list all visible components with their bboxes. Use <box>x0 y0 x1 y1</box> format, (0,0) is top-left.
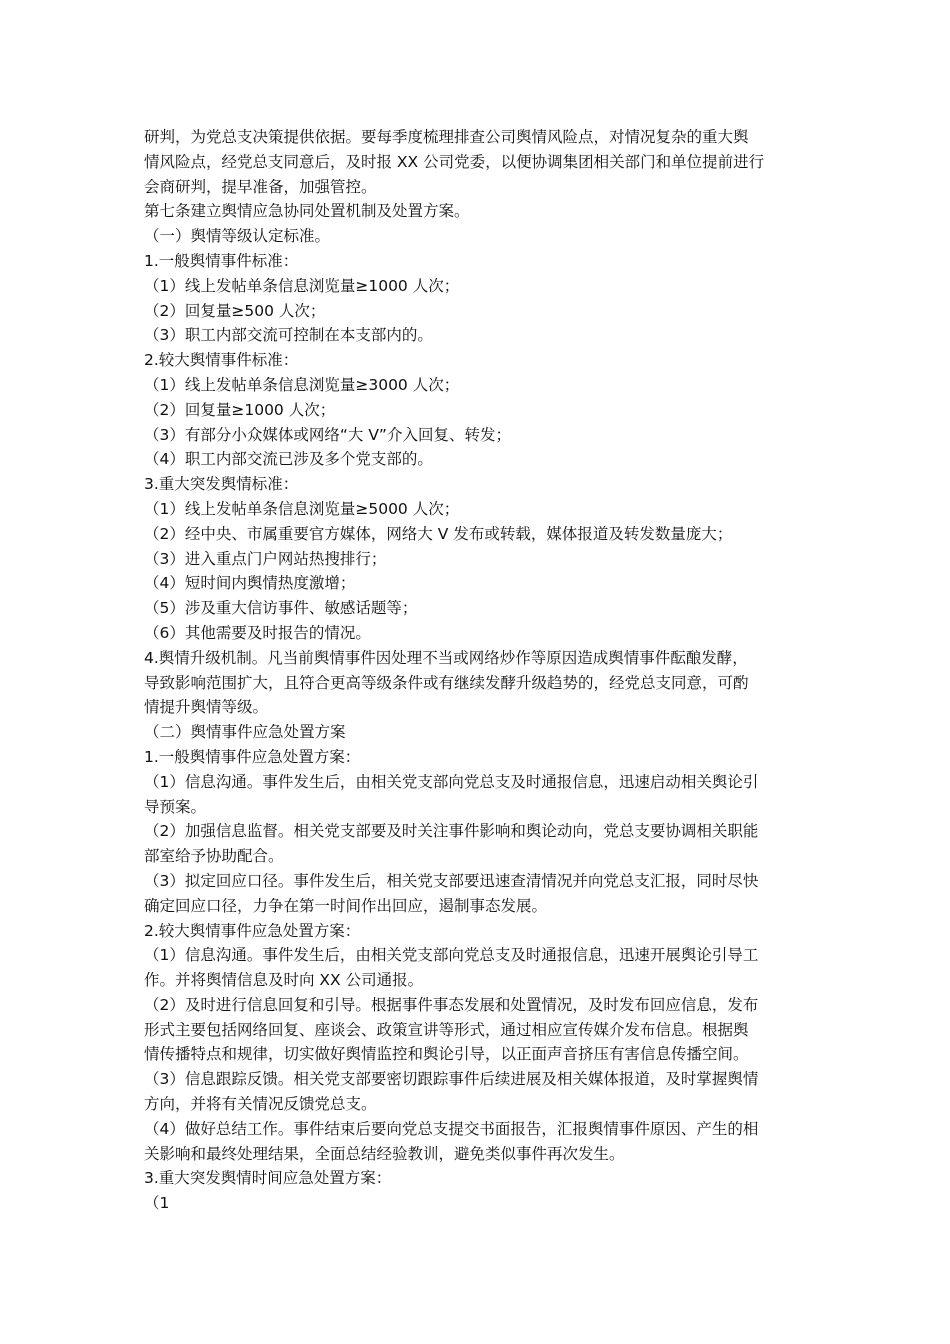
text-line: （一）舆情等级认定标准。 <box>144 227 331 246</box>
text-line: 确定回应口径，力争在第一时间作出回应，遏制事态发展。 <box>144 896 548 915</box>
text-line: （3）进入重点门户网站热搜排行； <box>144 549 387 568</box>
text-line: （2）回复量≥500 人次； <box>144 301 326 320</box>
text-line: 3.重大突发舆情时间应急处置方案： <box>144 1169 392 1188</box>
text-line: （4）做好总结工作。事件结束后要向党总支提交书面报告，汇报舆情事件原因、产生的相 <box>144 1119 759 1138</box>
text-line: 第七条建立舆情应急协同处置机制及处置方案。 <box>144 202 470 221</box>
text-line: 4.舆情升级机制。凡当前舆情事件因处理不当或网络炒作等原因造成舆情事件酝酿发酵， <box>144 648 748 667</box>
text-line: 会商研判，提早准备，加强管控。 <box>144 177 377 196</box>
text-line: （1）线上发帖单条信息浏览量≥5000 人次； <box>144 499 460 518</box>
text-line: （2）经中央、市属重要官方媒体，网络大 V 发布或转载，媒体报道及转发数量庞大； <box>144 524 733 543</box>
text-line: 方向，并将有关情况反馈党总支。 <box>144 1095 377 1114</box>
text-line: （4）职工内部交流已涉及多个党支部的。 <box>144 450 433 469</box>
text-line: （1）信息沟通。事件发生后，由相关党支部向党总支及时通报信息，迅速启动相关舆论引 <box>144 772 759 791</box>
text-line: （1 <box>144 1194 170 1213</box>
text-line: 关影响和最终处理结果，全面总结经验教训，避免类似事件再次发生。 <box>144 1144 625 1163</box>
text-line: 情提升舆情等级。 <box>144 698 269 717</box>
text-line: 形式主要包括网络回复、座谈会、政策宣讲等形式，通过相应宣传媒介发布信息。根据舆 <box>144 1020 749 1039</box>
text-line: （3）职工内部交流可控制在本支部内的。 <box>144 326 433 345</box>
text-line: （2）加强信息监督。相关党支部要及时关注事件影响和舆论动向，党总支要协调相关职能 <box>144 822 759 841</box>
text-line: 作。并将舆情信息及时向 XX 公司通报。 <box>144 971 424 990</box>
text-line: （1）线上发帖单条信息浏览量≥1000 人次； <box>144 276 460 295</box>
text-line: （1）线上发帖单条信息浏览量≥3000 人次； <box>144 375 460 394</box>
text-line: 导预案。 <box>144 797 207 816</box>
document-body <box>144 125 814 1216</box>
text-line: （3）拟定回应口径。事件发生后，相关党支部要迅速查清情况并向党总支汇报，同时尽快 <box>144 871 759 890</box>
text-line: 1.一般舆情事件应急处置方案： <box>144 747 361 766</box>
text-line: 2.较大舆情事件应急处置方案： <box>144 921 361 940</box>
text-line: 情风险点，经党总支同意后，及时报 XX 公司党委，以便协调集团相关部门和单位提前进行 <box>144 152 765 171</box>
text-line: 2.较大舆情事件标准： <box>144 351 299 370</box>
text-line: （5）涉及重大信访事件、敏感话题等； <box>144 599 418 618</box>
text-line: 导致影响范围扩大，且符合更高等级条件或有继续发酵升级趋势的，经党总支同意，可酌 <box>144 673 749 692</box>
text-line: （2）回复量≥1000 人次； <box>144 400 336 419</box>
text-line: 3.重大突发舆情标准： <box>144 475 299 494</box>
text-line: （2）及时进行信息回复和引导。根据事件事态发展和处置情况，及时发布回应信息，发布 <box>144 995 759 1014</box>
text-line: （1）信息沟通。事件发生后，由相关党支部向党总支及时通报信息，迅速开展舆论引导工 <box>144 946 759 965</box>
text-line: 部室给予协助配合。 <box>144 847 284 866</box>
text-line: （3）信息跟踪反馈。相关党支部要密切跟踪事件后续进展及相关媒体报道，及时掌握舆情 <box>144 1070 759 1089</box>
text-line: 研判，为党总支决策提供依据。要每季度梳理排查公司舆情风险点，对情况复杂的重大舆 <box>144 128 749 146</box>
text-line: 1.一般舆情事件标准： <box>144 251 299 270</box>
text-line: （6）其他需要及时报告的情况。 <box>144 623 371 642</box>
text-line: （二）舆情事件应急处置方案 <box>144 723 346 742</box>
text-line: （3）有部分小众媒体或网络“大 V”介入回复、转发； <box>144 425 511 444</box>
text-line: （4）短时间内舆情热度激增； <box>144 574 356 593</box>
text-line: 情传播特点和规律，切实做好舆情监控和舆论引导，以正面声音挤压有害信息传播空间。 <box>144 1045 749 1064</box>
